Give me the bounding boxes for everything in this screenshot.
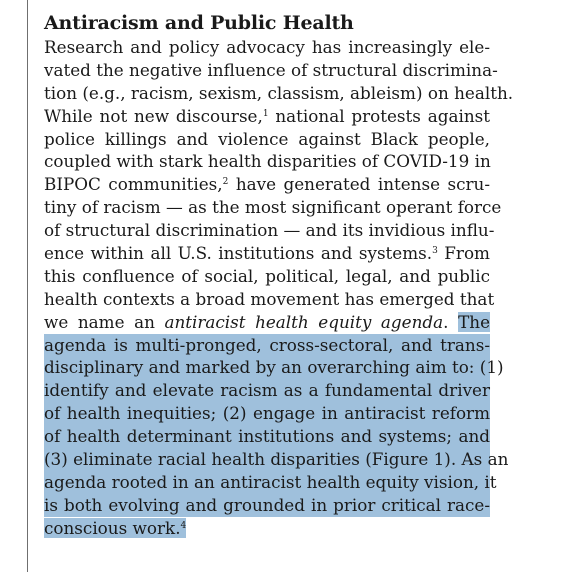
paragraph-line bbox=[44, 150, 490, 173]
line-text: BIPOC communities, bbox=[44, 174, 223, 195]
footnote-ref[interactable]: 1 bbox=[262, 108, 269, 119]
paragraph-line bbox=[44, 173, 490, 196]
paragraph-line bbox=[44, 128, 490, 151]
body-paragraph[interactable] bbox=[44, 36, 514, 540]
selected-text[interactable]: The bbox=[458, 311, 490, 332]
selected-line[interactable] bbox=[44, 334, 490, 357]
line-text: While not new discourse, bbox=[44, 105, 263, 126]
line-text: police killings and violence against Black people, bbox=[44, 128, 490, 149]
line-text: of health determinant institutions and systems; and bbox=[44, 426, 490, 447]
selected-line[interactable] bbox=[44, 448, 509, 471]
line-text: have generated intense scru- bbox=[228, 174, 490, 195]
paragraph-line bbox=[44, 219, 495, 242]
paragraph-line bbox=[44, 288, 495, 311]
line-text: we name an bbox=[44, 311, 165, 332]
paragraph-line bbox=[44, 517, 490, 540]
paragraph-line bbox=[44, 196, 502, 219]
selected-line[interactable] bbox=[44, 402, 490, 425]
line-text: of structural discrimination — and its invidious influ- bbox=[44, 220, 495, 241]
footnote-ref[interactable]: 3 bbox=[432, 246, 438, 257]
line-text: . bbox=[443, 311, 459, 332]
line-text: agenda rooted in an antiracist health equity vision, it bbox=[44, 471, 497, 492]
line-text: identify and elevate racism as a fundamental driver bbox=[44, 380, 490, 401]
paragraph-line bbox=[44, 105, 490, 128]
paragraph-line bbox=[44, 82, 514, 105]
line-text: is both evolving and grounded in prior critical race- bbox=[44, 494, 490, 515]
line-text: this confluence of social, political, legal, and public bbox=[44, 265, 490, 286]
selected-line[interactable] bbox=[44, 425, 490, 448]
page-margin-rule bbox=[27, 0, 28, 572]
line-text: tion (e.g., racism, sexism, classism, ableism) on health. bbox=[44, 82, 514, 103]
paragraph-line bbox=[44, 242, 490, 265]
paragraph-line bbox=[44, 36, 490, 59]
line-text: tiny of racism — as the most significant operant force bbox=[44, 197, 502, 218]
selected-text[interactable] bbox=[44, 518, 186, 538]
line-text: health contexts a broad movement has emerged that bbox=[44, 288, 495, 309]
selected-line[interactable] bbox=[44, 379, 490, 402]
line-text: of health inequities; (2) engage in antiracist reform bbox=[44, 403, 490, 424]
line-text: vated the negative influence of structural discrimina- bbox=[44, 59, 498, 80]
selected-line[interactable] bbox=[44, 471, 497, 494]
line-text: ence within all U.S. institutions and systems. bbox=[44, 243, 433, 264]
footnote-ref[interactable]: 2 bbox=[222, 177, 229, 188]
line-text: national protests against bbox=[268, 105, 490, 126]
selected-line[interactable] bbox=[44, 494, 490, 517]
paragraph-line bbox=[44, 265, 490, 288]
line-text: coupled with stark health disparities of COVID-19 in bbox=[44, 151, 491, 172]
line-text: disciplinary and marked by an overarching aim to: (1) bbox=[44, 357, 504, 378]
line-text: Research and policy advocacy has increasingly ele- bbox=[44, 37, 490, 57]
document-body bbox=[44, 10, 514, 540]
footnote-ref[interactable]: 4 bbox=[180, 520, 187, 531]
selected-line[interactable] bbox=[44, 356, 504, 379]
line-text: agenda is multi-pronged, cross-sectoral, and trans- bbox=[44, 334, 490, 355]
section-heading: Antiracism and Public Health bbox=[44, 12, 354, 34]
line-text: conscious work. bbox=[44, 517, 181, 538]
line-text: (3) eliminate racial health disparities (Figure 1). As an bbox=[44, 449, 509, 470]
emphasized-term: antiracist health equity agenda bbox=[164, 311, 444, 332]
line-text: From bbox=[437, 243, 490, 264]
paragraph-line bbox=[44, 311, 490, 334]
paragraph-line bbox=[44, 59, 498, 82]
